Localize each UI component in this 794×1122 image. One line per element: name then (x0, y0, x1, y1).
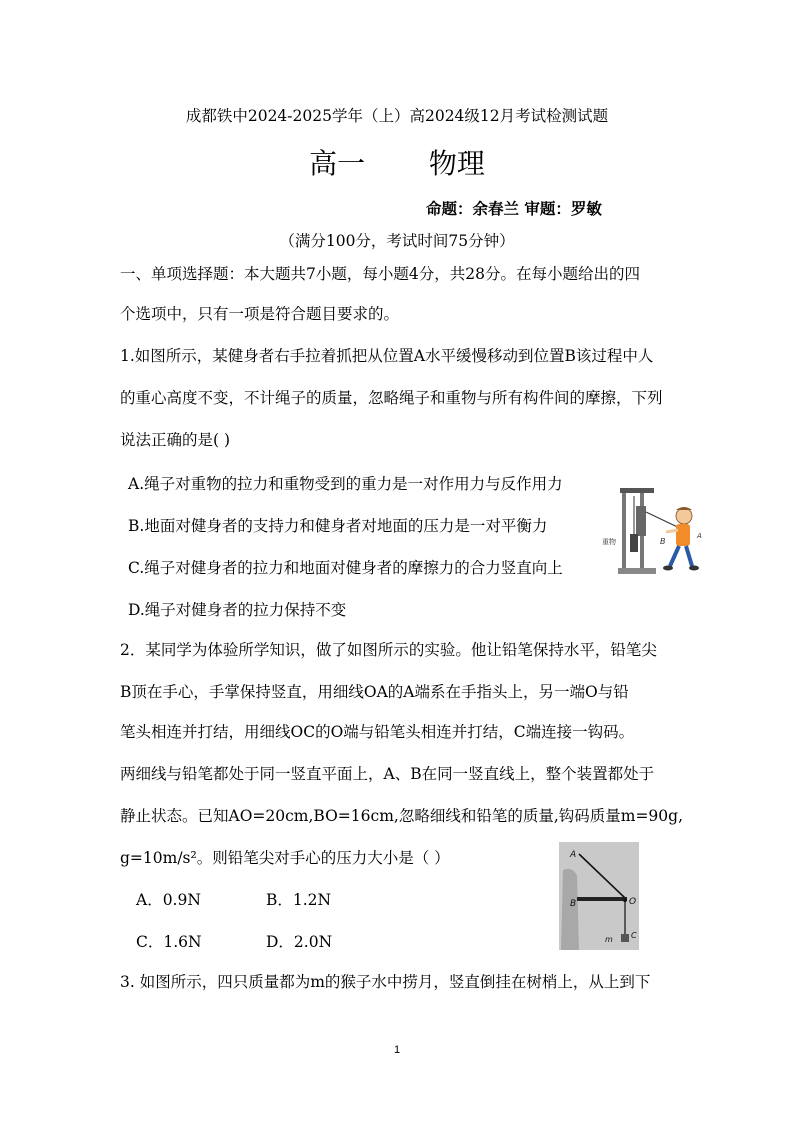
q2-option-a: A．0.9N (136, 891, 201, 909)
machine-post-icon (622, 490, 626, 570)
hook-weight-icon (621, 934, 629, 942)
q1-option-d: D.绳子对健身者的拉力保持不变 (128, 601, 347, 619)
q2-option-d: D．2.0N (266, 933, 333, 951)
q2-stem-line-3: 笔头相连并打结，用细线OC的O端与铅笔头相连并打结，C端连接一钩码。 (120, 723, 635, 741)
q2-stem-line-6: g=10m/s²。则铅笔尖对手心的压力大小是（ ） (120, 849, 450, 867)
weight-label: 重物 (602, 538, 616, 546)
position-a-label: A (697, 532, 702, 540)
q2-stem-line-4: 两细线与铅笔都处于同一竖直平面上，A、B在同一竖直线上，整个装置都处于 (120, 765, 655, 783)
exam-title-main (0, 142, 794, 182)
page-number: 1 (394, 1044, 401, 1056)
point-o-label: O (629, 897, 637, 907)
point-a-label: A (570, 850, 577, 860)
q1-fitness-machine-figure (596, 486, 708, 578)
q2-stem-line-5: 静止状态。已知AO=20cm,BO=16cm,忽略细线和铅笔的质量,钩码质量m=90g, (120, 807, 684, 825)
hand-icon (561, 869, 579, 950)
q1-stem-line-2: 的重心高度不变，不计绳子的质量，忽略绳子和重物与所有构件间的摩擦，下列 (120, 389, 663, 407)
q2-option-b: B．1.2N (266, 891, 332, 909)
mass-m-label: m (605, 935, 613, 944)
position-b-label: B (660, 537, 666, 546)
q3-stem-line-1: 3. 如图所示，四只质量都为m的猴子水中捞月，竖直倒挂在树梢上，从上到下 (120, 973, 651, 991)
exam-title-top: 成都铁中2024-2025学年（上）高2024级12月考试检测试题 (185, 107, 609, 125)
grade-label: 高一 (309, 147, 366, 180)
q2-stem-line-1: 2．某同学为体验所学知识，做了如图所示的实验。他让铅笔保持水平，铅笔尖 (120, 641, 657, 659)
full-score-line: （满分100分，考试时间75分钟） (279, 232, 515, 250)
q1-option-a: A.绳子对重物的拉力和重物受到的重力是一对作用力与反作用力 (128, 475, 563, 493)
q1-stem-line-1: 1.如图所示，某健身者右手拉着抓把从位置A水平缓慢移动到位置B该过程中人 (120, 347, 654, 365)
q2-option-c: C．1.6N (136, 933, 202, 951)
point-c-label: C (631, 931, 637, 940)
q2-pencil-figure (559, 842, 639, 950)
authors-line: 命题：余春兰 审题：罗敏 (426, 199, 602, 218)
subject-label: 物理 (428, 147, 485, 180)
q2-stem-line-2: B顶在手心，手掌保持竖直，用细线OA的A端系在手指头上，另一端O与铅 (120, 683, 629, 701)
weight-stack-icon (630, 534, 638, 552)
pencil-icon (577, 897, 627, 901)
section-heading-line-2: 个选项中，只有一项是符合题目要求的。 (120, 305, 400, 323)
q1-stem-line-3: 说法正确的是( ) (120, 431, 231, 449)
point-b-label: B (570, 899, 577, 909)
q1-option-b: B.地面对健身者的支持力和健身者对地面的压力是一对平衡力 (128, 517, 548, 535)
section-heading-line-1: 一、单项选择题：本大题共7小题，每小题4分，共28分。在每小题给出的四 (120, 265, 640, 283)
q1-option-c: C.绳子对健身者的拉力和地面对健身者的摩擦力的合力竖直向上 (128, 559, 563, 577)
